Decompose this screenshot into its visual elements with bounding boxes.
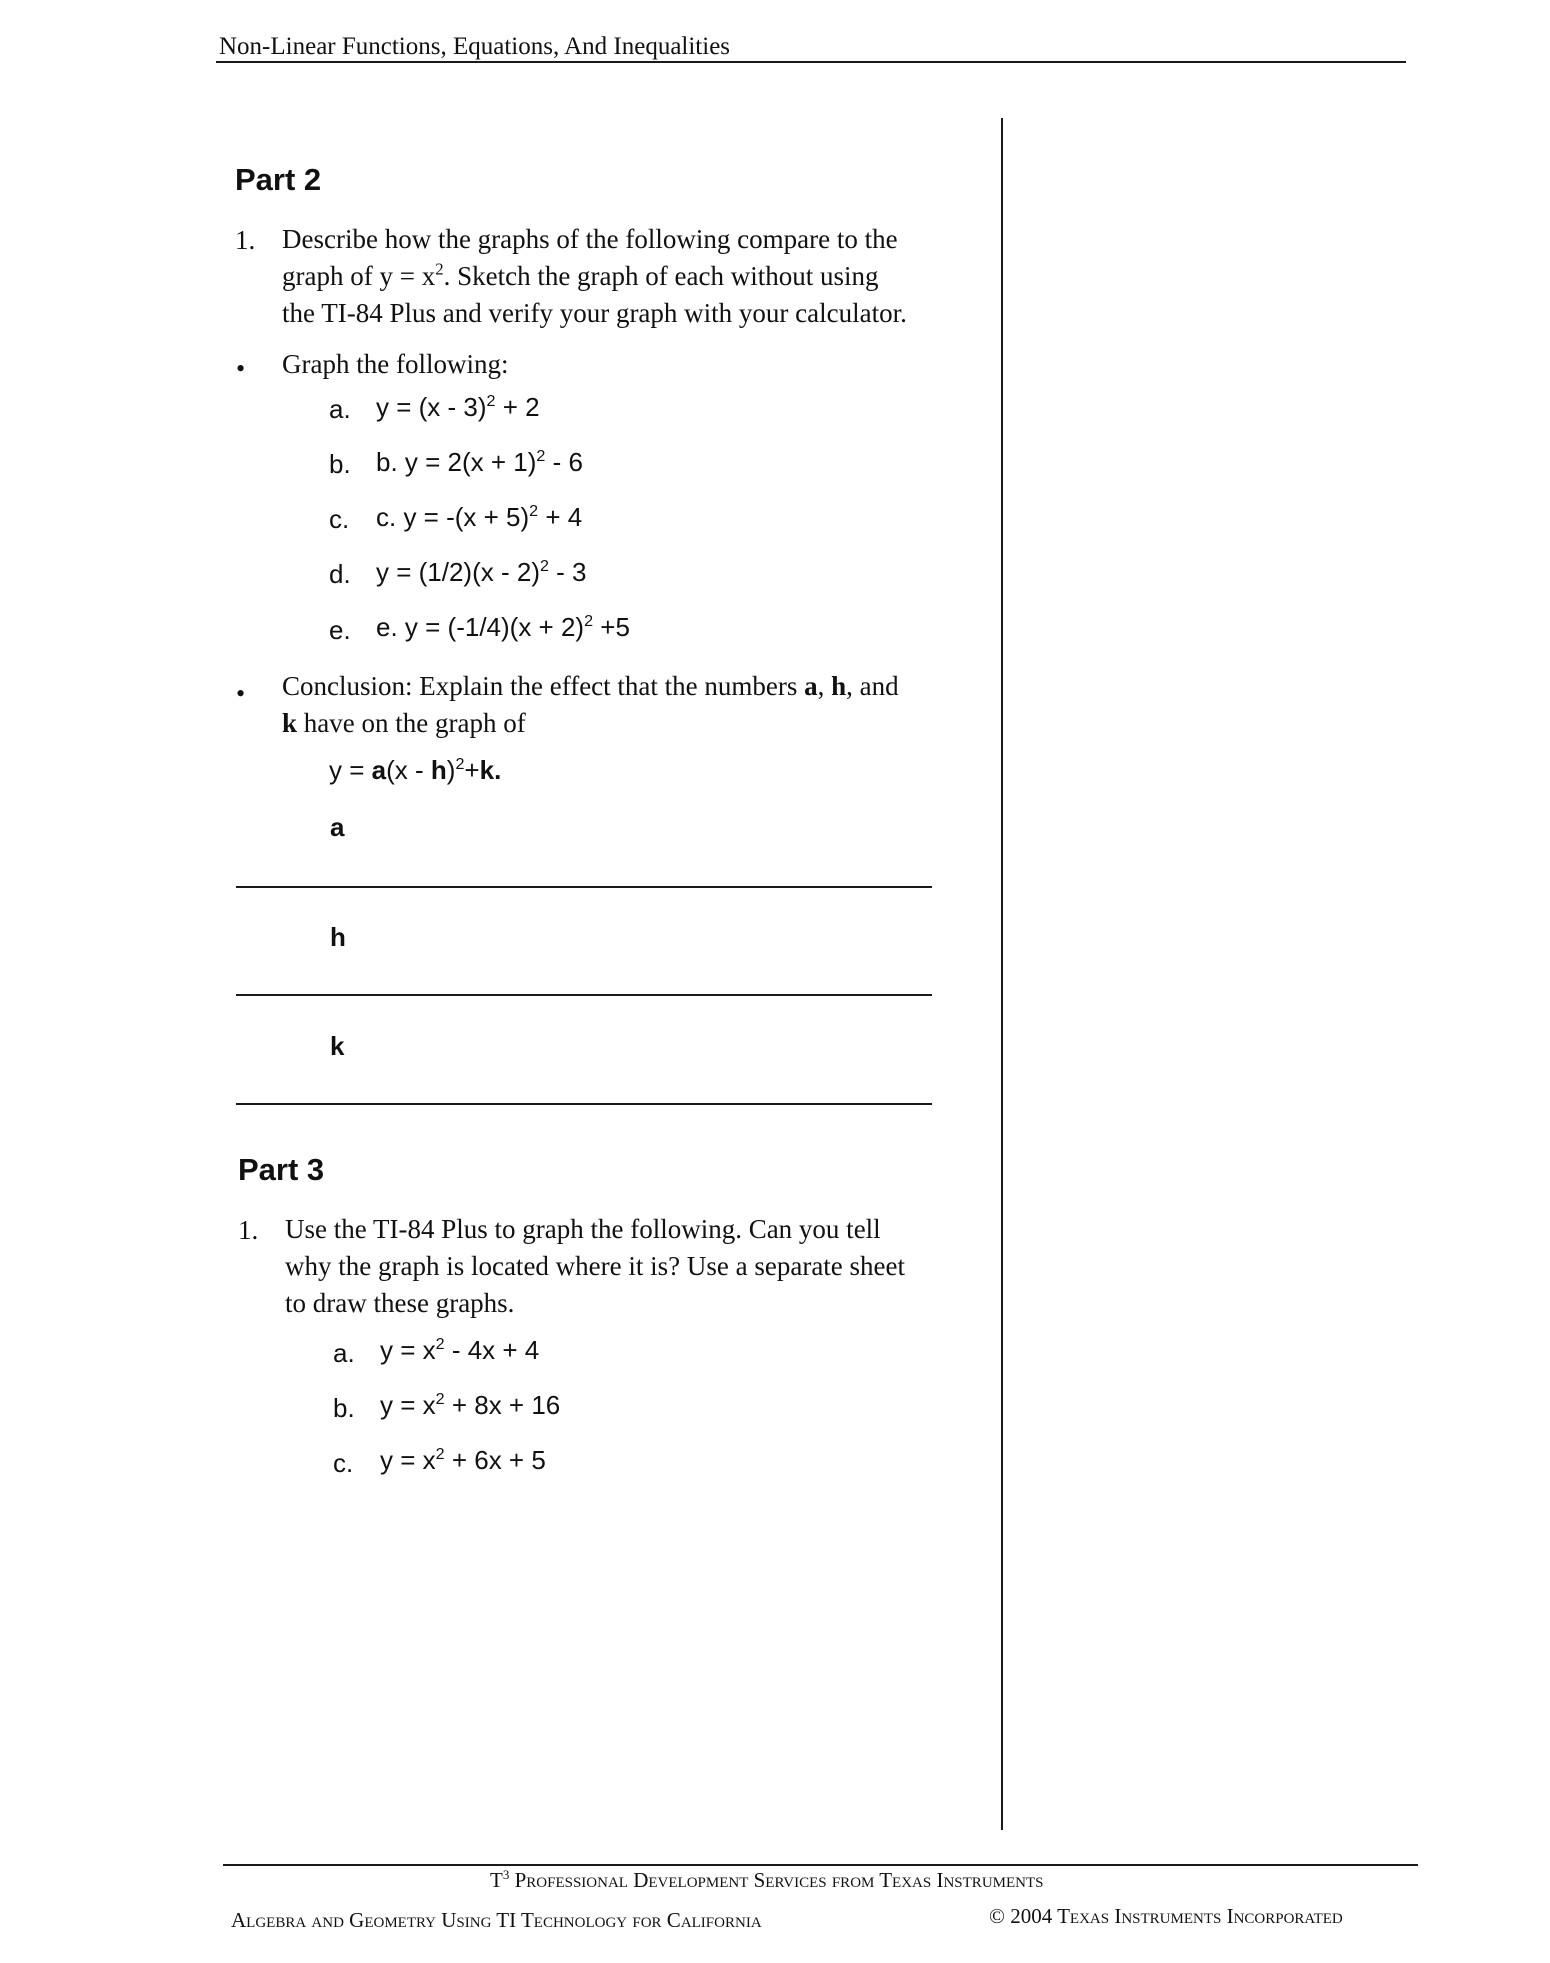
- equation-text: y = x: [380, 1390, 436, 1420]
- footer-text: Professional Development Services from Texas Instruments: [514, 1868, 1044, 1892]
- conclusion-line: [282, 705, 899, 742]
- list-item: [376, 447, 583, 478]
- list-item: [380, 1335, 539, 1366]
- equation-text: y = (x - 3): [376, 392, 487, 422]
- part-2-question-text: [282, 221, 907, 332]
- exponent: 2: [584, 612, 594, 631]
- equation-text: e. y = (-1/4)(x + 2): [376, 612, 585, 642]
- equation-text: y = (1/2)(x - 2): [376, 557, 540, 587]
- footer-left: Algebra and Geometry Using TI Technology for California: [231, 1908, 762, 1932]
- bullet-icon: •: [236, 679, 246, 708]
- header-title: Non-Linear Functions, Equations, And Inequalities: [219, 33, 731, 60]
- formula-part: .: [494, 755, 502, 785]
- list-item: [380, 1390, 560, 1421]
- question-line-part: graph of y = x: [282, 261, 436, 291]
- t-cubed-letter: T: [490, 1868, 503, 1892]
- question-number: 1.: [238, 1215, 259, 1245]
- equation-text: + 6x + 5: [444, 1445, 546, 1475]
- variable-a: a: [371, 755, 387, 785]
- variable-k: k: [282, 708, 298, 738]
- variable-k: k: [479, 755, 495, 785]
- exponent: 3: [502, 1866, 510, 1882]
- equation-text: + 2: [495, 392, 540, 422]
- exponent: 2: [435, 259, 444, 279]
- header-rule: [216, 61, 1406, 63]
- list-letter: b.: [329, 449, 351, 479]
- footer-right: © 2004 Texas Instruments Incorporated: [989, 1904, 1343, 1928]
- equation-text: - 3: [548, 557, 587, 587]
- conclusion-text-part: Conclusion: Explain the effect that the numbers: [282, 671, 805, 701]
- exponent: 2: [435, 1445, 445, 1464]
- answer-line-k[interactable]: [236, 1103, 932, 1105]
- vertex-form-formula: [329, 755, 501, 786]
- answer-label-a: a: [330, 812, 345, 842]
- exponent: 2: [455, 755, 465, 774]
- exponent: 2: [435, 1390, 445, 1409]
- variable-a: a: [804, 671, 818, 701]
- question-line: [282, 258, 907, 295]
- equation-text: b. y = 2(x + 1): [376, 447, 537, 477]
- list-letter: d.: [329, 559, 351, 589]
- part-3-title: Part 3: [238, 1152, 325, 1187]
- question-number: 1.: [235, 225, 256, 255]
- list-letter: c.: [329, 504, 350, 534]
- list-item: [376, 612, 630, 643]
- conclusion-text: [282, 668, 899, 742]
- part-2-title: Part 2: [235, 162, 322, 197]
- answer-line-h[interactable]: [236, 994, 932, 996]
- exponent: 2: [435, 1335, 445, 1354]
- answer-label-k: k: [330, 1031, 345, 1061]
- list-letter: a.: [333, 1338, 355, 1368]
- question-line: Describe how the graphs of the following compare to the: [282, 224, 898, 254]
- formula-part: (x -: [386, 755, 431, 785]
- variable-h: h: [430, 755, 447, 785]
- equation-text: y = x: [380, 1335, 436, 1365]
- equation-text: + 8x + 16: [444, 1390, 561, 1420]
- formula-part: ): [446, 755, 456, 785]
- formula-part: +: [464, 755, 480, 785]
- variable-h: h: [831, 671, 847, 701]
- equation-text: - 4x + 4: [444, 1335, 540, 1365]
- equation-text: c. y = -(x + 5): [376, 502, 530, 532]
- list-item: [376, 392, 540, 423]
- column-divider: [1001, 118, 1003, 1830]
- list-letter: b.: [333, 1393, 355, 1423]
- conclusion-text-part: , and: [846, 671, 899, 701]
- conclusion-text-part: have on the graph of: [297, 708, 526, 738]
- equation-text: + 4: [538, 502, 583, 532]
- equation-text: +5: [593, 612, 630, 642]
- list-letter: c.: [333, 1448, 354, 1478]
- question-line: Use the TI-84 Plus to graph the following. Can you tell: [285, 1214, 881, 1244]
- answer-line-a[interactable]: [236, 886, 932, 888]
- footer-line-1: [490, 1868, 1043, 1893]
- part-3-question-text: [285, 1211, 905, 1322]
- equation-text: - 6: [545, 447, 583, 477]
- question-line: why the graph is located where it is? Use a separate sheet: [285, 1251, 906, 1281]
- exponent: 2: [539, 557, 549, 576]
- list-item: [380, 1445, 546, 1476]
- exponent: 2: [486, 392, 496, 411]
- bullet-icon: •: [236, 354, 246, 383]
- question-line: the TI-84 Plus and verify your graph with your calculator.: [282, 298, 907, 328]
- conclusion-text-part: ,: [817, 671, 832, 701]
- equation-text: y = x: [380, 1445, 436, 1475]
- list-item: [376, 557, 587, 588]
- list-item: [376, 502, 582, 533]
- graph-the-following-label: Graph the following:: [282, 349, 509, 379]
- conclusion-line: [282, 668, 899, 705]
- footer-rule: [223, 1864, 1418, 1866]
- exponent: 2: [536, 447, 546, 466]
- formula-part: y =: [329, 755, 372, 785]
- question-line-part: . Sketch the graph of each without using: [443, 261, 879, 291]
- list-letter: a.: [329, 394, 351, 424]
- exponent: 2: [529, 502, 539, 521]
- answer-label-h: h: [330, 922, 346, 952]
- question-line: to draw these graphs.: [285, 1288, 515, 1318]
- list-letter: e.: [329, 615, 351, 645]
